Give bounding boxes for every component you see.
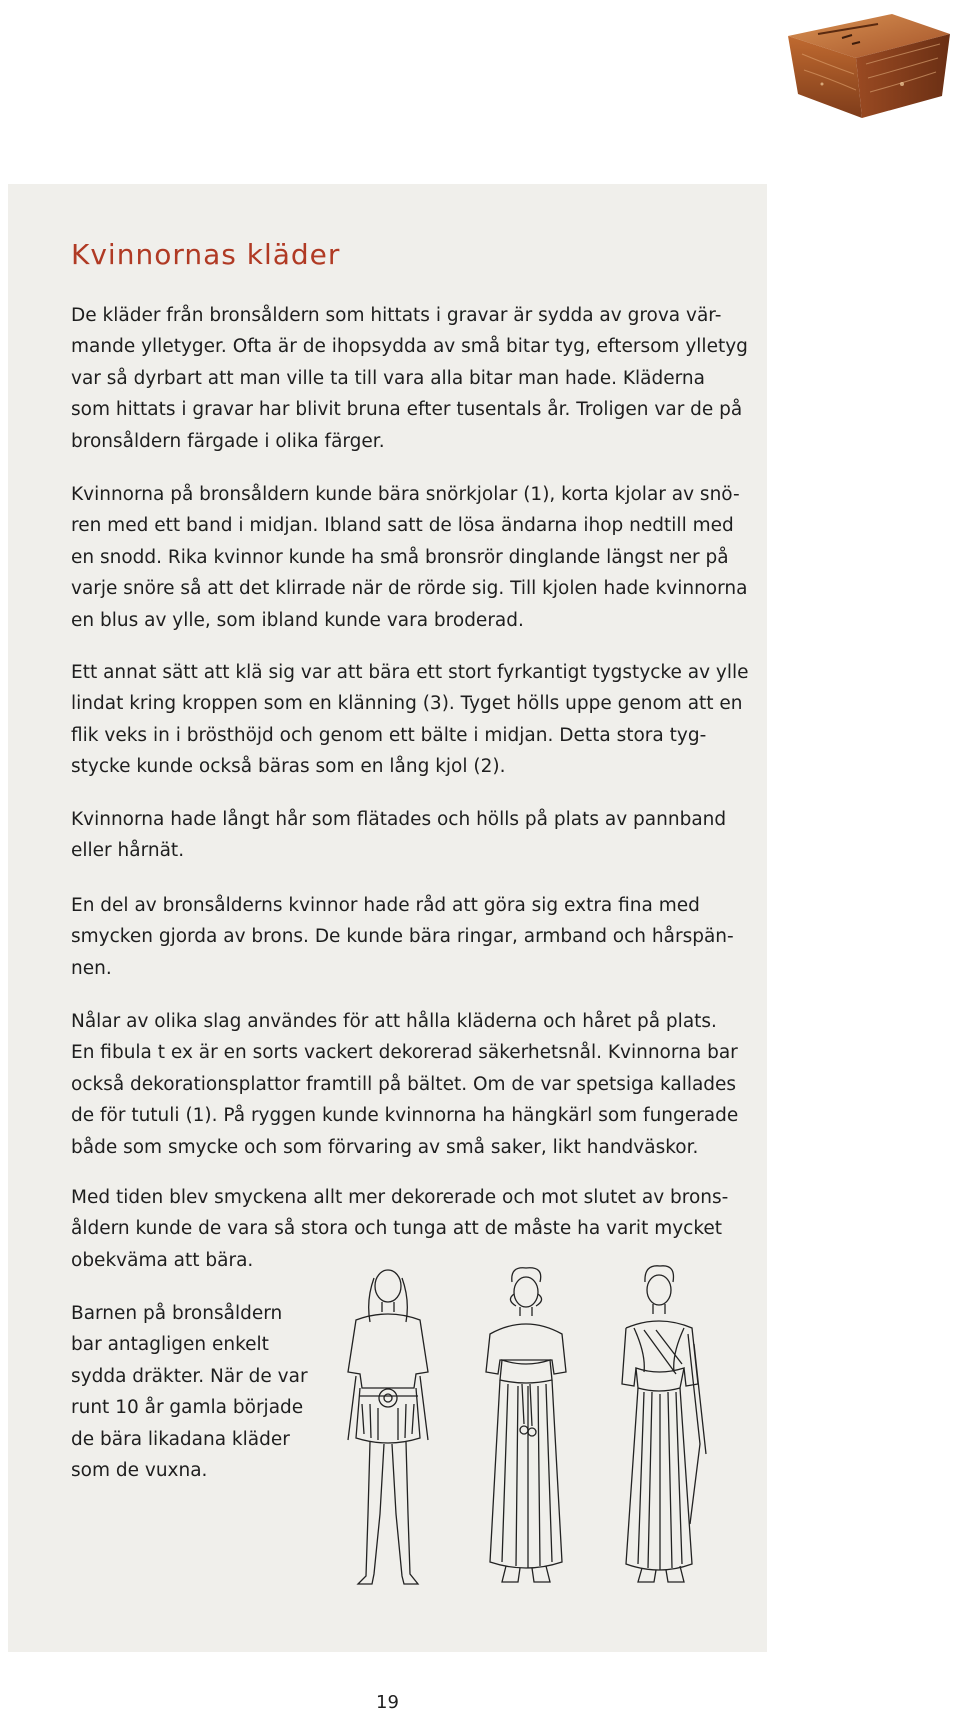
- paragraph-later-jewellery: Med tiden blev smyckena allt mer dekorerade och mot slutet av brons- åldern kunde de vara så stora och tunga att de måste ha varit mycket obekväma att bära.: [71, 1187, 729, 1271]
- woman-string-skirt-figure: [348, 1270, 428, 1584]
- content-panel: [8, 184, 767, 1652]
- paragraph-clothing-materials: De kläder från bronsåldern som hittats i gravar är sydda av grova vär- mande ylletyger. Ofta är de ihopsydda av små bitar tyg, eftersom ylletyg var så dyrbart att man ville ta till vara alla bitar man hade. Kläderna som hittats i gravar har blivit bruna efter tusentals år. Troligen var de på bronsåldern färgade i olika färger.: [71, 305, 748, 452]
- paragraph-children: Barnen på bronsåldern bar antagligen enkelt sydda dräkter. När de var runt 10 år gamla började de bära likadana kläder som de vuxna.: [71, 1303, 308, 1482]
- woman-long-skirt-figure: [486, 1268, 566, 1582]
- paragraph-hair: Kvinnorna hade långt hår som flätades och hölls på plats av pannband eller hårnät.: [71, 809, 727, 862]
- birch-bark-box-image: [782, 4, 960, 122]
- paragraph-pins-and-fibula: Nålar av olika slag användes för att hålla kläderna och håret på plats. En fibula t ex är en sorts vackert dekorerad säkerhetsnål. Kvinnorna bar också dekorationsplattor framtill på bältet. Om de var spetsiga kallades de för tutuli (1). På ryggen kunde kvinnorna ha hängkärl som fungerade både som smycke och som förvaring av små saker, likt handväskor.: [71, 1011, 739, 1158]
- paragraph-jewellery: En del av bronsålderns kvinnor hade råd att göra sig extra fina med smycken gjorda av brons. De kunde bära ringar, armband och hårspän- nen.: [71, 895, 734, 979]
- paragraph-wrapped-dress: Ett annat sätt att klä sig var att bära ett stort fyrkantigt tygstycke av ylle lindat kring kroppen som en klänning (3). Tyget hölls uppe genom att en flik veks in i brösthöjd och genom ett bälte i midjan. Detta stora tyg- stycke kunde också bäras som en lång kjol (2).: [71, 662, 749, 778]
- section-heading: Kvinnornas kläder: [71, 238, 341, 271]
- paragraph-string-skirts: Kvinnorna på bronsåldern kunde bära snörkjolar (1), korta kjolar av snö- ren med ett band i midjan. Ibland satt de lösa ändarna ihop nedtill med en snodd. Rika kvinnor kunde ha små bronsrör dinglande längst ner på varje snöre så att det klirrade när de rörde sig. Till kjolen hade kvinnorna en blus av ylle, som ibland kunde vara broderad.: [71, 484, 748, 631]
- page-number: 19: [376, 1692, 399, 1713]
- woman-wrapped-dress-figure: [622, 1266, 706, 1582]
- bronze-age-women-illustration: [326, 1264, 726, 1589]
